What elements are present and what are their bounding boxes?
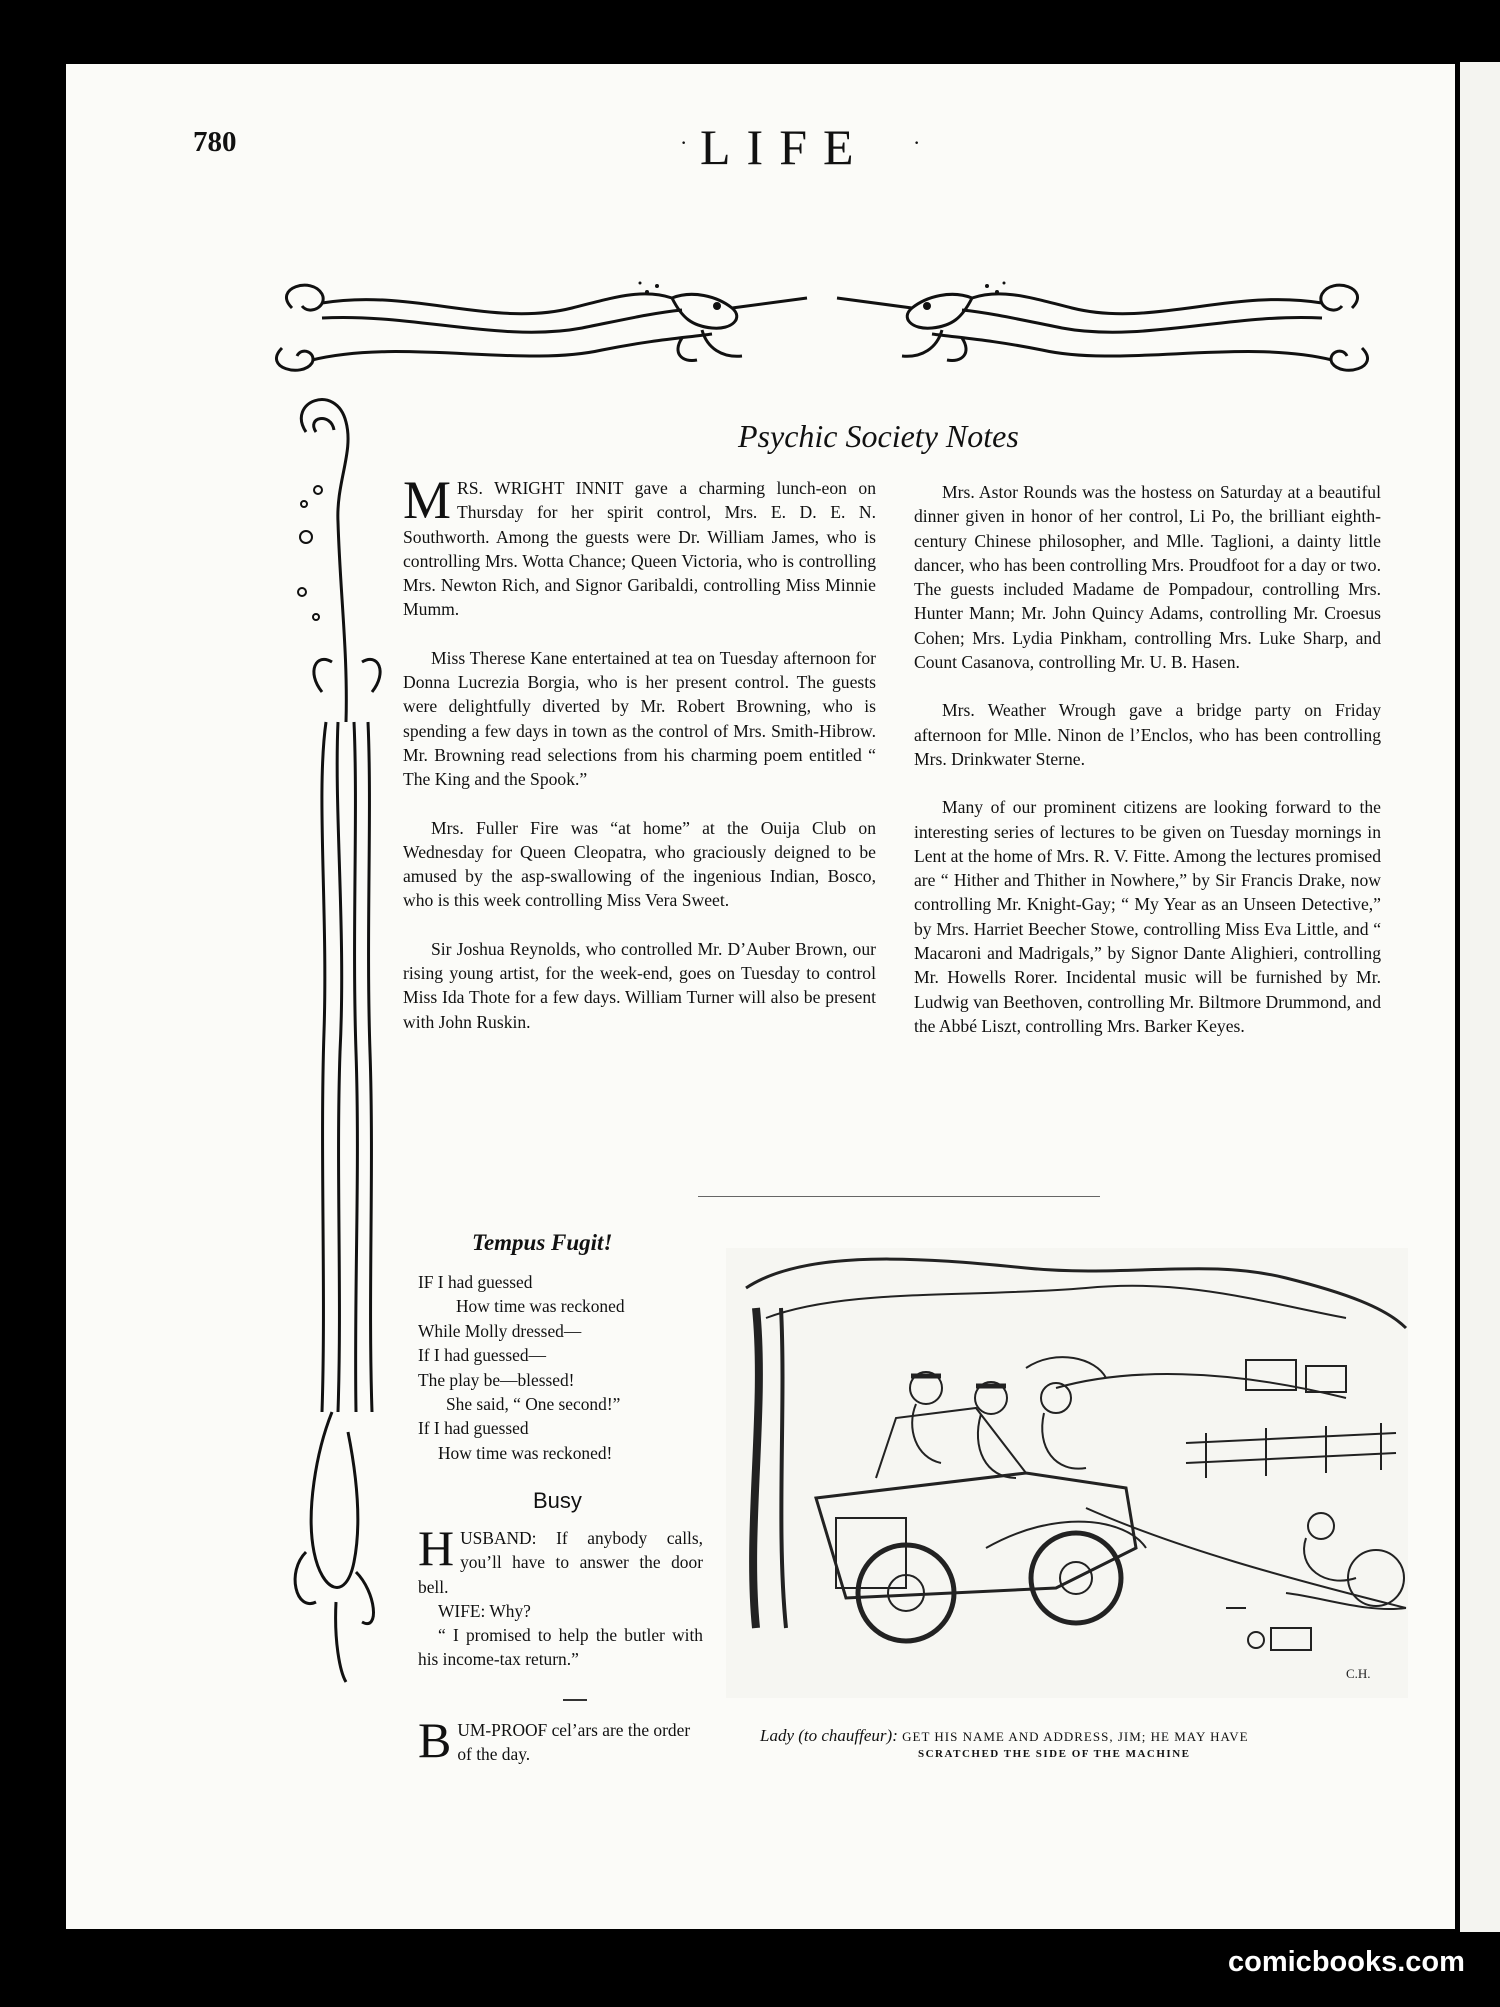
poem-title: Tempus Fugit! (472, 1230, 613, 1255)
poem (418, 1270, 625, 1465)
masthead-dot-left: · (680, 130, 688, 155)
busy-line: WIFE: Why? (438, 1600, 531, 1621)
watermark: comicbooks.com (1228, 1946, 1465, 1978)
article-paragraph: Miss Therese Kane entertained at tea on Tuesday afternoon for Donna Lucrezia Borgia, who is her present control. The guests were delightfully diverted by Mr. Robert Browning, who is spending a few days in town as the control of Mrs. Smith-Hibrow. Mr. Browning read selections from his charming poem entitled “ The King and the Spook.” (403, 647, 876, 790)
busy-line: “ I promised to help the butler with his income-tax return.” (418, 1625, 703, 1670)
poem-line: How time was reckoned! (438, 1442, 613, 1463)
ornamental-border (276, 392, 396, 1692)
article-paragraph: Mrs. Weather Wrough gave a bridge party on Friday afternoon for Mlle. Ninon de l’Enclos, who has been controlling Mrs. Drinkwater Sterne. (914, 700, 1381, 769)
section-divider (698, 1196, 1100, 1197)
cartoon-caption-line-2: SCRATCHED THE SIDE OF THE MACHINE (918, 1748, 1191, 1760)
cartoon-illustration (726, 1248, 1408, 1698)
masthead: LIFE (700, 119, 870, 175)
article-paragraph: MRS. WRIGHT INNIT gave a charming lunch-eon on Thursday for her spirit control, Mrs. E. D. E. N. Southworth. Among the guests were Dr. William James, who is controlling Mrs. Wotta Chance; Queen Victoria, who is controlling Mrs. Newton Rich, and Signor Garibaldi, controlling Miss Minnie Mumm. (403, 470, 876, 620)
drop-cap: H (418, 1520, 455, 1576)
page-number: 780 (193, 126, 237, 158)
article-paragraph: Sir Joshua Reynolds, who controlled Mr. D’Auber Brown, our rising young artist, for the week-end, goes on Tuesday to control Miss Ida Thote for a few days. William Turner will also be present with John Ruskin. (403, 938, 876, 1032)
poem-line: She said, “ One second!” (446, 1394, 621, 1415)
article-paragraph: Mrs. Fuller Fire was “at home” at the Ouija Club on Wednesday for Queen Cleopatra, who graciously deigned to be amused by the asp-swallowing of the ingenious Indian, Bosco, who is this week controlling Miss Vera Sweet. (403, 817, 876, 911)
artist-signature: C.H. (1346, 1666, 1371, 1681)
busy-joke (418, 1520, 703, 1672)
article-paragraph: Mrs. Astor Rounds was the hostess on Saturday at a beautiful dinner given in honor of her control, Li Po, the brilliant eighth-century Chinese philosopher, and Mlle. Taglioni, a dainty little dancer, who has been controlling Mrs. Proudfoot for a day or two. The guests included Madame de Pompadour, controlling Mrs. Hunter Mann; Mr. John Quincy Adams, controlling Mr. Croesus Cohen; Mrs. Lydia Pinkham, controlling Mrs. Luke Sharp, and Count Casanova, controlling Mr. U. B. Hasen. (914, 482, 1381, 673)
filler-joke: BUM-PROOF cel’ars are the order of the day. (418, 1712, 691, 1768)
article-paragraph: Many of our prominent citizens are looking forward to the interesting series of lectures to be given on Tuesday mornings in Lent at the home of Mrs. R. V. Fitte. Among the lectures promised are “ Hither and Thither in Nowhere,” by Sir Francis Drake, now controlling Mr. Knight-Gay; “ My Year as an Unseen Detective,” by Mrs. Harriet Beecher Stowe, controlling Miss Eva Little, and “ Macaroni and Madrigals,” by Signor Dante Alighieri, controlling Mr. Howells Rorer. Incidental music will be furnished by Mr. Ludwig van Beethoven, controlling Mr. Biltmore Drummond, and the Abbé Liszt, controlling Mrs. Barker Keyes. (914, 797, 1381, 1036)
facing-page-edge (1460, 62, 1500, 1932)
drop-cap: M (403, 470, 452, 530)
article-left-column (403, 470, 876, 1058)
busy-title: Busy (533, 1488, 582, 1513)
poem-line: If I had guessed— (418, 1345, 546, 1366)
poem-line: The play be—blessed! (418, 1369, 575, 1390)
busy-line: HUSBAND: If anybody calls, you’ll have to answer the door bell. (418, 1520, 703, 1597)
caption-speaker: Lady (to chauffeur): (760, 1726, 898, 1745)
article-title: Psychic Society Notes (738, 418, 1019, 454)
drop-cap: B (418, 1712, 452, 1768)
ornamental-header (262, 268, 1382, 388)
masthead-dot-right: · (913, 130, 921, 155)
poem-line: While Molly dressed— (418, 1320, 582, 1341)
small-divider (563, 1699, 587, 1701)
cartoon-caption (760, 1726, 1249, 1746)
poem-line: If I had guessed (418, 1418, 529, 1439)
poem-line: IF I had guessed (418, 1272, 533, 1292)
article-right-column (914, 480, 1381, 1062)
caption-line: GET HIS NAME AND ADDRESS, JIM; HE MAY HAVE (902, 1729, 1249, 1744)
poem-line: How time was reckoned (456, 1296, 625, 1317)
